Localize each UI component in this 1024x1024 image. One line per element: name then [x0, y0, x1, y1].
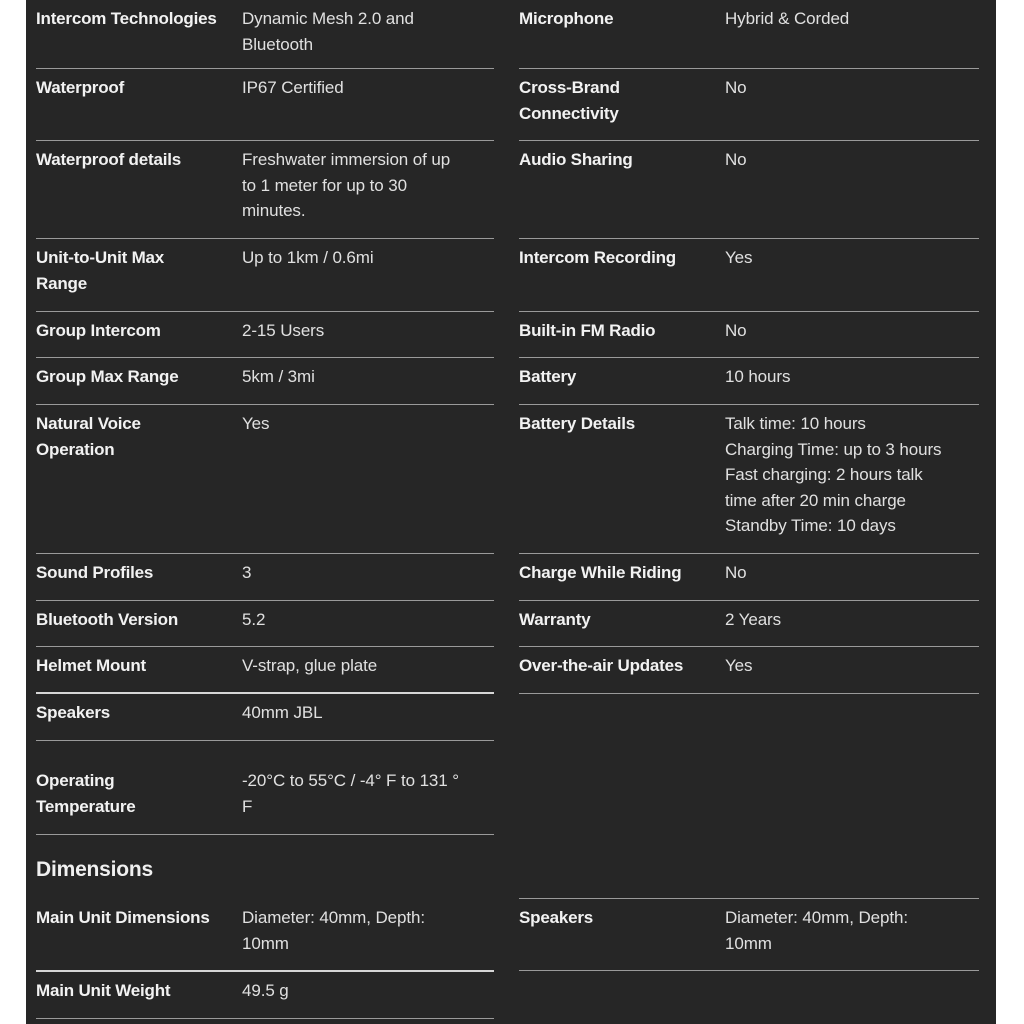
spec-row-charge-while-riding — [519, 554, 979, 601]
spec-row-audio-sharing — [519, 141, 979, 239]
spec-value: Talk time: 10 hours Charging Time: up to 3 hours Fast charging: 2 hours talk time after 20 min charge Standby Time: 10 days — [725, 414, 942, 535]
spec-label: Unit-to-Unit Max Range — [36, 248, 165, 293]
spec-label: Speakers — [519, 908, 594, 927]
spec-label: Audio Sharing — [519, 150, 633, 169]
spec-label: Microphone — [519, 9, 614, 28]
spec-value: 49.5 g — [242, 981, 289, 1000]
spec-label: Speakers — [36, 703, 111, 722]
spec-row-speakers — [36, 694, 494, 741]
spec-label: Helmet Mount — [36, 656, 146, 675]
spec-value: Dynamic Mesh 2.0 and Bluetooth — [242, 9, 414, 54]
spec-row-over-the-air-updates — [519, 647, 979, 694]
spec-value: 2 Years — [725, 610, 782, 629]
spec-row-waterproof — [36, 69, 494, 141]
spec-row-cross-brand-connectivity — [519, 69, 979, 141]
spec-label: Cross-Brand Connectivity — [519, 78, 620, 123]
spec-row-sound-profiles — [36, 554, 494, 601]
spec-value: 2-15 Users — [242, 321, 325, 340]
spec-value: Yes — [725, 248, 753, 267]
spec-label: Battery — [519, 367, 577, 386]
spec-row-main-unit-dimensions — [36, 899, 494, 972]
spec-label: Intercom Recording — [519, 248, 676, 267]
spec-row-natural-voice-operation — [36, 405, 494, 554]
spec-row-waterproof-details — [36, 141, 494, 239]
spec-row-group-max-range — [36, 358, 494, 405]
spec-row-helmet-mount — [36, 647, 494, 694]
spec-value: 5.2 — [242, 610, 266, 629]
spec-row-microphone — [519, 0, 979, 69]
spec-value: No — [725, 321, 747, 340]
spec-row-battery — [519, 358, 979, 405]
spec-label: Waterproof details — [36, 150, 182, 169]
spec-value: Freshwater immersion of up to 1 meter for up to 30 minutes. — [242, 150, 451, 220]
spec-label: Charge While Riding — [519, 563, 682, 582]
spec-label: Over-the-air Updates — [519, 656, 684, 675]
spec-value: Hybrid & Corded — [725, 9, 850, 28]
spec-value: -20°C to 55°C / -4° F to 131 ° F — [242, 771, 459, 816]
spec-row-group-intercom — [36, 312, 494, 358]
spec-value: Up to 1km / 0.6mi — [242, 248, 374, 267]
spec-value: No — [725, 78, 747, 97]
spec-row-built-in-fm-radio — [519, 312, 979, 358]
spec-value: 10 hours — [725, 367, 791, 386]
spec-row-intercom-recording — [519, 239, 979, 312]
spec-value: No — [725, 150, 747, 169]
spec-row-unit-max-range — [36, 239, 494, 312]
specs-panel — [26, 0, 996, 1024]
spec-value: V-strap, glue plate — [242, 656, 378, 675]
spec-value: 40mm JBL — [242, 703, 323, 722]
section-title-dimensions: Dimensions — [36, 858, 154, 881]
spec-label: Sound Profiles — [36, 563, 154, 582]
spec-label: Built-in FM Radio — [519, 321, 656, 340]
dimensions-right-spacer — [519, 857, 979, 899]
spec-value: 5km / 3mi — [242, 367, 315, 386]
spec-row-battery-details — [519, 405, 979, 554]
spec-value: Diameter: 40mm, Depth: 10mm — [725, 908, 908, 953]
spec-label: Waterproof — [36, 78, 125, 97]
spec-value: Yes — [725, 656, 753, 675]
spec-label: Main Unit Weight — [36, 981, 171, 1000]
spec-row-warranty — [519, 601, 979, 647]
spec-label: Group Max Range — [36, 367, 179, 386]
spec-value: 3 — [242, 563, 252, 582]
spec-label: Natural Voice Operation — [36, 414, 141, 459]
spec-label: Group Intercom — [36, 321, 161, 340]
spec-label: Operating Temperature — [36, 771, 136, 816]
spec-value: Diameter: 40mm, Depth: 10mm — [242, 908, 425, 953]
spec-label: Battery Details — [519, 414, 636, 433]
spec-row-bluetooth-version — [36, 601, 494, 647]
spec-label: Warranty — [519, 610, 591, 629]
spec-row-intercom-technologies — [36, 0, 494, 69]
spec-value: IP67 Certified — [242, 78, 344, 97]
spec-label: Bluetooth Version — [36, 610, 179, 629]
spec-label: Intercom Technologies — [36, 9, 217, 28]
spec-value: Yes — [242, 414, 270, 433]
spec-row-main-unit-weight — [36, 972, 494, 1019]
spec-row-operating-temperature — [36, 762, 494, 835]
spec-value: No — [725, 563, 747, 582]
spec-label: Main Unit Dimensions — [36, 908, 210, 927]
spec-row-speaker-dimensions — [519, 899, 979, 971]
